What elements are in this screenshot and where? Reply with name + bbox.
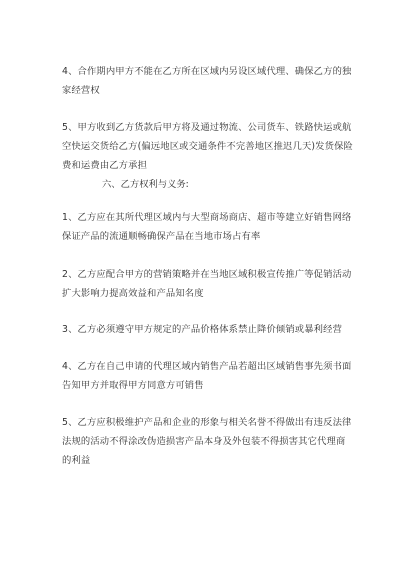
obligation-1-paragraph: 1、乙方应在其所代理区域内与大型商场商店、超市等建立好销售网络保证产品的流通顺畅确保产品在当地市场占有率	[62, 212, 352, 242]
obligation-4-paragraph: 4、乙方在自己申请的代理区域内销售产品若超出区域销售事先须书面告知甲方并取得甲方同意方可销售	[62, 361, 352, 391]
clause-4-paragraph: 4、合作期内甲方不能在乙方所在区域内另设区域代理、确保乙方的独家经营权	[62, 66, 352, 96]
obligation-3-paragraph: 3、乙方必须遵守甲方规定的产品价格体系禁止降价倾销或暴利经营	[62, 324, 343, 335]
section-heading: 六、乙方权利与义务:	[102, 179, 189, 190]
clause-5-paragraph: 5、甲方收到乙方货款后甲方将及通过物流、公司货车、铁路快运或航空快运交货给乙方(偏远地区或交通条件不完善地区推迟几天)发货保险费和运费由乙方承担	[62, 122, 353, 171]
obligation-5-paragraph: 5、乙方应积极维护产品和企业的形象与相关名誉不得做出有违反法律法规的活动不得涂改伪造损害产品本身及外包装不得损害其它代理商的利益	[62, 417, 352, 466]
obligation-2-paragraph: 2、乙方应配合甲方的营销策略并在当地区域积极宣传推广等促销活动扩大影响力提高效益和产品知名度	[62, 269, 352, 299]
